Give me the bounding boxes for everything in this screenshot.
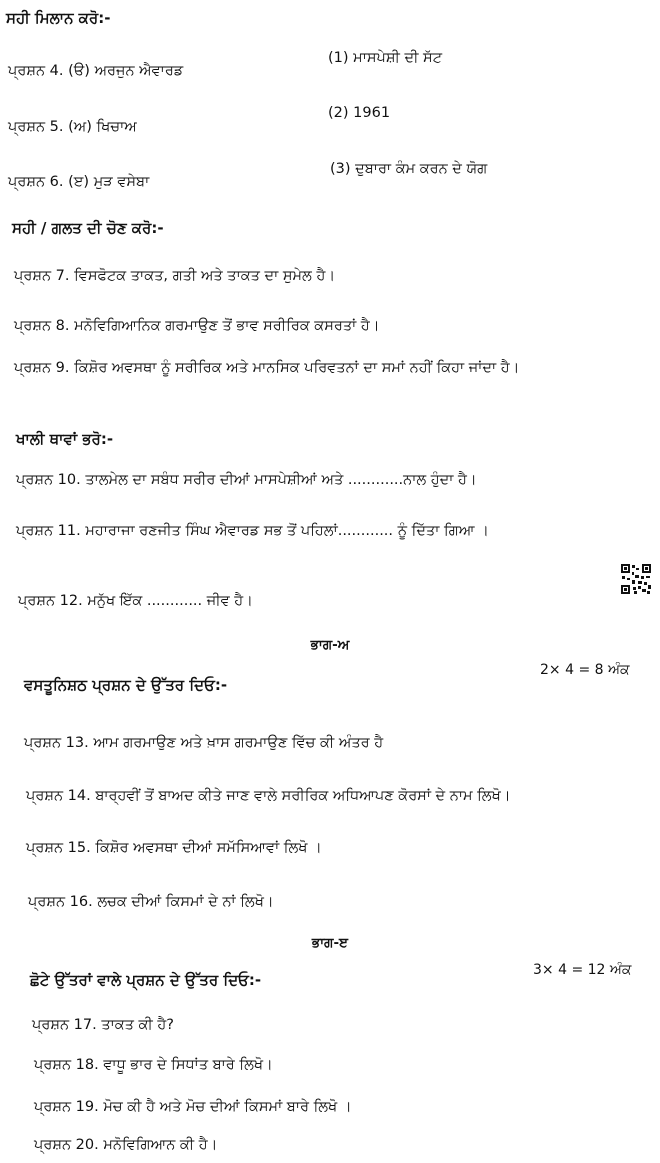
part-b-title: ਭਾਗ-ੲ: [311, 935, 349, 951]
match-option-1: (1) ਮਾਸਪੇਸ਼ੀ ਦੀ ਸੱਟ: [328, 50, 443, 66]
question-16: ਪ੍ਰਸ਼ਨ 16. ਲਚਕ ਦੀਆਂ ਕਿਸਮਾਂ ਦੇ ਨਾਂ ਲਿਖੋ।: [28, 894, 274, 910]
question-14: ਪ੍ਰਸ਼ਨ 14. ਬਾਰ੍ਹਵੀਂ ਤੋਂ ਬਾਅਦ ਕੀਤੇ ਜਾਣ ਵਾਲੇ ਸਰੀਰਿਕ ਅਧਿਆਪਣ ਕੋਰਸਾਂ ਦੇ ਨਾਮ ਲਿਖੋ।: [26, 788, 511, 804]
question-13: ਪ੍ਰਸ਼ਨ 13. ਆਮ ਗਰਮਾਉਣ ਅਤੇ ਖ਼ਾਸ ਗਰਮਾਉਣ ਵਿੱਚ ਕੀ ਅੰਤਰ ਹੈ: [24, 735, 384, 751]
match-option-2: (2) 1961: [328, 105, 391, 121]
question-19: ਪ੍ਰਸ਼ਨ 19. ਮੋਚ ਕੀ ਹੈ ਅਤੇ ਮੋਚ ਦੀਆਂ ਕਿਸਮਾਂ ਬਾਰੇ ਲਿਖੋ ।: [34, 1099, 352, 1115]
question-7: ਪ੍ਰਸ਼ਨ 7. ਵਿਸਫੋਟਕ ਤਾਕਤ, ਗਤੀ ਅਤੇ ਤਾਕਤ ਦਾ ਸੁਮੇਲ ਹੈ।: [14, 268, 336, 284]
question-4: ਪ੍ਰਸ਼ਨ 4. (ੳ) ਅਰਜੁਨ ਐਵਾਰਡ: [8, 63, 184, 79]
question-15: ਪ੍ਰਸ਼ਨ 15. ਕਿਸ਼ੋਰ ਅਵਸਥਾ ਦੀਆਂ ਸਮੱਸਿਆਵਾਂ ਲਿਖੋ ।: [26, 840, 322, 856]
question-18: ਪ੍ਰਸ਼ਨ 18. ਵਾਧੂ ਭਾਰ ਦੇ ਸਿਧਾਂਤ ਬਾਰੇ ਲਿਖੋ।: [34, 1057, 273, 1073]
fill-blanks-heading: ਖਾਲੀ ਥਾਵਾਂ ਭਰੋ:-: [16, 430, 114, 448]
question-12: ਪ੍ਰਸ਼ਨ 12. ਮਨੁੱਖ ਇੱਕ ............ ਜੀਵ ਹੈ।: [18, 593, 253, 609]
question-11: ਪ੍ਰਸ਼ਨ 11. ਮਹਾਰਾਜਾ ਰਣਜੀਤ ਸਿੰਘ ਐਵਾਰਡ ਸਭ ਤੋਂ ਪਹਿਲਾਂ............ ਨੂੰ ਦਿੱਤਾ ਗਿਆ ।: [16, 523, 489, 539]
true-false-heading: ਸਹੀ / ਗਲਤ ਦੀ ਚੋਣ ਕਰੋ:-: [12, 219, 164, 237]
question-9: ਪ੍ਰਸ਼ਨ 9. ਕਿਸ਼ੋਰ ਅਵਸਥਾ ਨੂੰ ਸਰੀਰਿਕ ਅਤੇ ਮਾਨਸਿਕ ਪਰਿਵਤਨਾਂ ਦਾ ਸਮਾਂ ਨਹੀਂ ਕਿਹਾ ਜਾਂਦਾ ਹੈ।: [14, 360, 520, 376]
qr-code-icon: [620, 563, 652, 595]
part-a-marks: 2× 4 = 8 ਅੰਕ: [540, 662, 630, 678]
match-option-3: (3) ਦੁਬਾਰਾ ਕੰਮ ਕਰਨ ਦੇ ਯੋਗ: [330, 161, 488, 177]
part-a-heading: ਵਸਤੂਨਿਸ਼ਠ ਪ੍ਰਸ਼ਨ ਦੇ ਉੱਤਰ ਦਿਓ:-: [24, 676, 228, 694]
question-6: ਪ੍ਰਸ਼ਨ 6. (ੲ) ਮੁੜ ਵਸੇਬਾ: [8, 174, 150, 190]
question-10: ਪ੍ਰਸ਼ਨ 10. ਤਾਲਮੇਲ ਦਾ ਸਬੰਧ ਸਰੀਰ ਦੀਆਂ ਮਾਸਪੇਸ਼ੀਆਂ ਅਤੇ ............ਨਾਲ ਹੁੰਦਾ ਹੈ।: [16, 472, 477, 488]
part-b-heading: ਛੋਟੇ ਉੱਤਰਾਂ ਵਾਲੇ ਪ੍ਰਸ਼ਨ ਦੇ ਉੱਤਰ ਦਿਓ:-: [30, 971, 262, 989]
question-17: ਪ੍ਰਸ਼ਨ 17. ਤਾਕਤ ਕੀ ਹੈ?: [32, 1017, 175, 1033]
part-a-title: ਭਾਗ-ਅ: [310, 637, 350, 653]
question-5: ਪ੍ਰਸ਼ਨ 5. (ਅ) ਖਿਚਾਅ: [8, 119, 137, 135]
part-b-marks: 3× 4 = 12 ਅੰਕ: [533, 962, 632, 978]
question-20: ਪ੍ਰਸ਼ਨ 20. ਮਨੋਵਿਗਿਆਨ ਕੀ ਹੈ।: [34, 1137, 218, 1153]
match-heading: ਸਹੀ ਮਿਲਾਨ ਕਰੋ:-: [6, 9, 111, 27]
question-8: ਪ੍ਰਸ਼ਨ 8. ਮਨੋਵਿਗਿਆਨਿਕ ਗਰਮਾਉਣ ਤੋਂ ਭਾਵ ਸਰੀਰਿਕ ਕਸਰਤਾਂ ਹੈ।: [14, 318, 380, 334]
